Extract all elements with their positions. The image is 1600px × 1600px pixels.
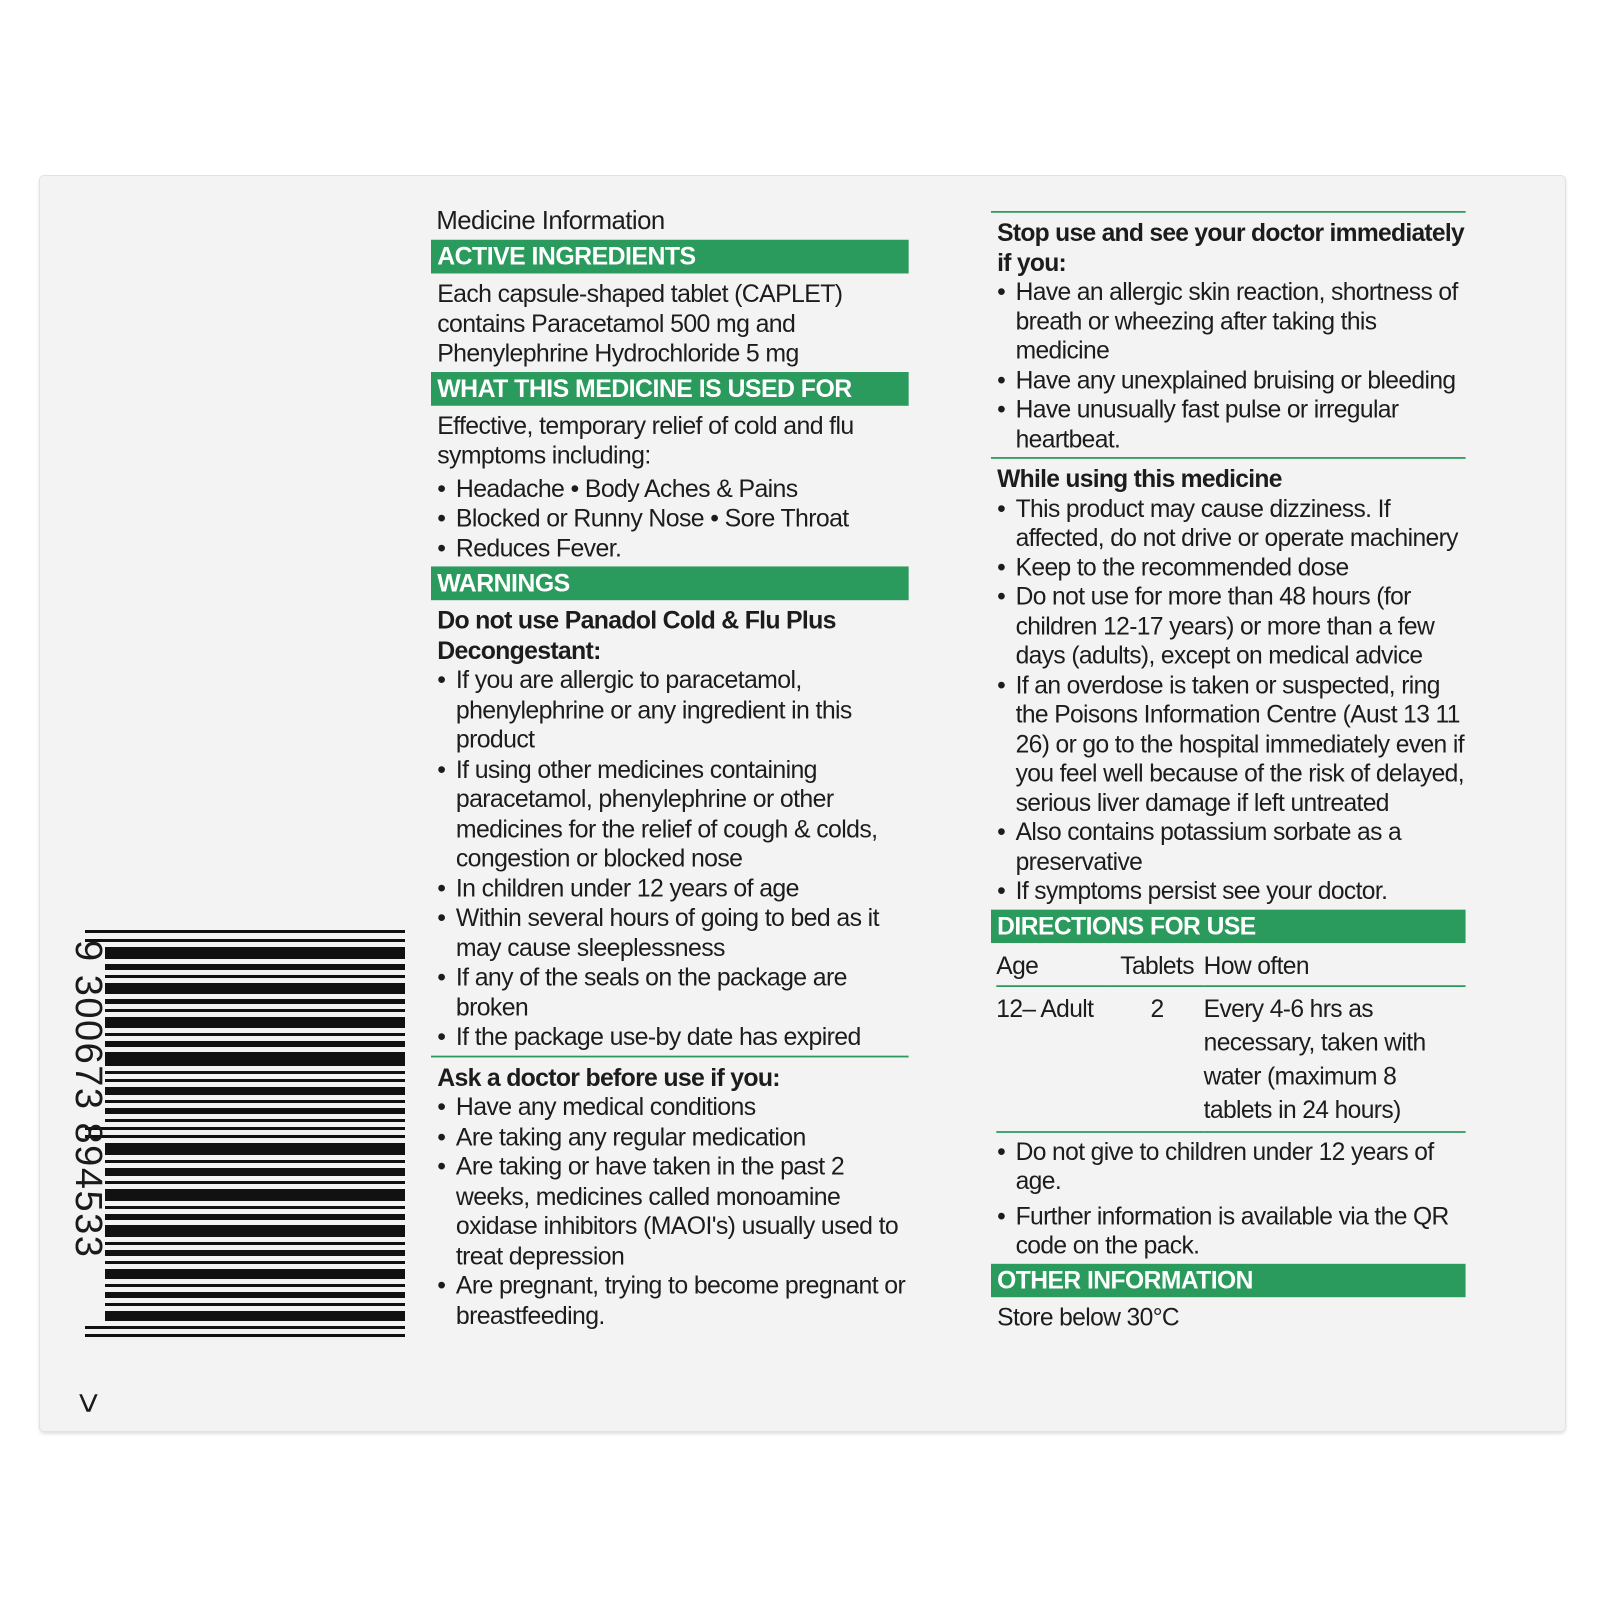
do-not-use-title: Do not use Panadol Cold & Flu Plus Decongestant: <box>437 606 836 664</box>
list-item: • Keep to the recommended dose <box>997 552 1465 581</box>
divider <box>431 1055 909 1057</box>
left-column <box>431 206 909 1330</box>
stop-use-list <box>997 277 1465 454</box>
list-item: • Are taking any regular medication <box>437 1122 908 1152</box>
barcode-bar <box>105 1033 405 1036</box>
list-item: • Are taking or have taken in the past 2 weeks, medicines called monoamine oxidase inhibitors (MAOI's) usually used to treat depression <box>437 1152 908 1271</box>
barcode-arrow-icon: > <box>68 1392 110 1414</box>
barcode-bar <box>105 1100 405 1103</box>
used-for-heading: WHAT THIS MEDICINE IS USED FOR <box>431 372 909 406</box>
barcode-bar <box>105 1079 405 1082</box>
column-header-tablets: Tablets <box>1111 948 1204 986</box>
barcode-bar <box>105 1284 405 1287</box>
barcode-bar <box>105 1052 405 1066</box>
directions-table <box>996 948 1465 1133</box>
table-header-row <box>996 948 1465 986</box>
barcode-bar <box>105 1225 405 1237</box>
list-item: • If symptoms persist see your doctor. <box>997 876 1465 905</box>
list-item: • Have any unexplained bruising or bleeding <box>997 365 1465 394</box>
list-item: • If an overdose is taken or suspected, ring the Poisons Information Centre (Aust 13 11 26) or go to the hospital immediately even if you feel well because of the risk of delayed, serious liver damage if left untreated <box>997 670 1465 817</box>
cell-age: 12– Adult <box>996 986 1110 1132</box>
while-using-title: While using this medicine <box>997 464 1282 493</box>
barcode-bar <box>105 1242 405 1245</box>
barcode-bar <box>105 1206 405 1209</box>
barcode-bar <box>105 1311 405 1321</box>
barcode-bar <box>105 1108 405 1114</box>
list-item: • Do not give to children under 12 years of age. <box>997 1137 1465 1196</box>
barcode-bar <box>105 1017 405 1028</box>
cell-how-often: Every 4-6 hrs as necessary, taken with water (maximum 8 tablets in 24 hours) <box>1204 986 1466 1132</box>
barcode-bar <box>105 1119 405 1122</box>
barcode-bar <box>85 1127 405 1130</box>
barcode-bar <box>105 983 405 994</box>
barcode-bar <box>85 1334 405 1337</box>
barcode-bar <box>105 1261 405 1264</box>
symptom-list <box>437 474 908 563</box>
barcode-bar <box>105 1143 405 1155</box>
barcode-bar <box>105 1269 405 1279</box>
storage-text: Store below 30°C <box>997 1302 1180 1331</box>
barcode-bar <box>105 1041 405 1047</box>
barcode-bar <box>105 1087 405 1095</box>
barcode-bar <box>105 1168 405 1176</box>
list-item: • Have any medical conditions <box>437 1092 908 1122</box>
barcode-bar <box>85 939 405 942</box>
barcode-bar <box>85 1135 405 1138</box>
table-row <box>996 986 1465 1132</box>
column-header-how-often: How often <box>1204 948 1466 986</box>
cell-tablets: 2 <box>1111 986 1204 1132</box>
directions-heading: DIRECTIONS FOR USE <box>991 909 1466 942</box>
right-column <box>991 211 1466 1335</box>
barcode-bar <box>105 1250 405 1256</box>
list-item: • Reduces Fever. <box>437 533 908 563</box>
divider <box>991 457 1466 459</box>
barcode-bar <box>85 1326 405 1329</box>
active-ingredients-heading: ACTIVE INGREDIENTS <box>431 240 909 274</box>
list-item: • This product may cause dizziness. If affected, do not drive or operate machinery <box>997 494 1465 553</box>
stop-use-title: Stop use and see your doctor immediately if you: <box>997 218 1465 276</box>
list-item: • Within several hours of going to bed as it may cause sleeplessness <box>437 903 908 962</box>
list-item: • Also contains potassium sorbate as a preservative <box>997 817 1465 876</box>
barcode-bar <box>105 947 405 959</box>
barcode-bar <box>105 999 405 1004</box>
barcode-bar <box>105 1292 405 1298</box>
barcode-bar <box>105 1214 405 1220</box>
directions-notes <box>997 1137 1465 1260</box>
barcode-bar <box>105 1181 405 1184</box>
barcode-bar <box>105 975 405 978</box>
barcode-bar <box>105 1160 405 1163</box>
do-not-use-list <box>437 665 908 1052</box>
ask-doctor-title: Ask a doctor before use if you: <box>437 1063 780 1091</box>
used-for-text: Effective, temporary relief of cold and flu symptoms including: <box>437 411 854 469</box>
warnings-heading: WARNINGS <box>431 566 909 600</box>
list-item: • In children under 12 years of age <box>437 873 908 903</box>
list-item: • Have an allergic skin reaction, shortness of breath or wheezing after taking this medicine <box>997 277 1465 365</box>
barcode-number: 9 300673 894533 <box>67 940 109 1259</box>
list-item: • Are pregnant, trying to become pregnant or breastfeeding. <box>437 1271 908 1330</box>
barcode-bar <box>105 964 405 970</box>
barcode-bar <box>105 1071 405 1074</box>
list-item: • If using other medicines containing paracetamol, phenylephrine or other medicines for the relief of cough & colds, congestion or blocked nose <box>437 754 908 873</box>
barcode-bar <box>105 1009 405 1012</box>
list-item: • Headache • Body Aches & Pains <box>437 474 908 504</box>
list-item: • If any of the seals on the package are broken <box>437 962 908 1021</box>
barcode-bar <box>105 1189 405 1201</box>
barcode-bar <box>105 1303 405 1306</box>
list-item: • Have unusually fast pulse or irregular heartbeat. <box>997 395 1465 454</box>
medicine-info-title: Medicine Information <box>436 206 665 236</box>
ask-doctor-list <box>437 1092 908 1330</box>
active-ingredients-text: Each capsule-shaped tablet (CAPLET) contains Paracetamol 500 mg and Phenylephrine Hydrochloride 5 mg <box>437 279 843 367</box>
while-using-list <box>997 494 1465 906</box>
list-item: • Do not use for more than 48 hours (for children 12-17 years) or more than a few days (adults), except on medical advice <box>997 582 1465 670</box>
divider <box>991 211 1466 213</box>
other-info-heading: OTHER INFORMATION <box>991 1263 1466 1296</box>
list-item: • Further information is available via the QR code on the pack. <box>997 1201 1465 1260</box>
list-item: • If the package use-by date has expired <box>437 1022 908 1052</box>
barcode-bar <box>85 930 405 933</box>
list-item: • Blocked or Runny Nose • Sore Throat <box>437 503 908 533</box>
column-header-age: Age <box>996 948 1110 986</box>
list-item: • If you are allergic to paracetamol, phenylephrine or any ingredient in this product <box>437 665 908 754</box>
